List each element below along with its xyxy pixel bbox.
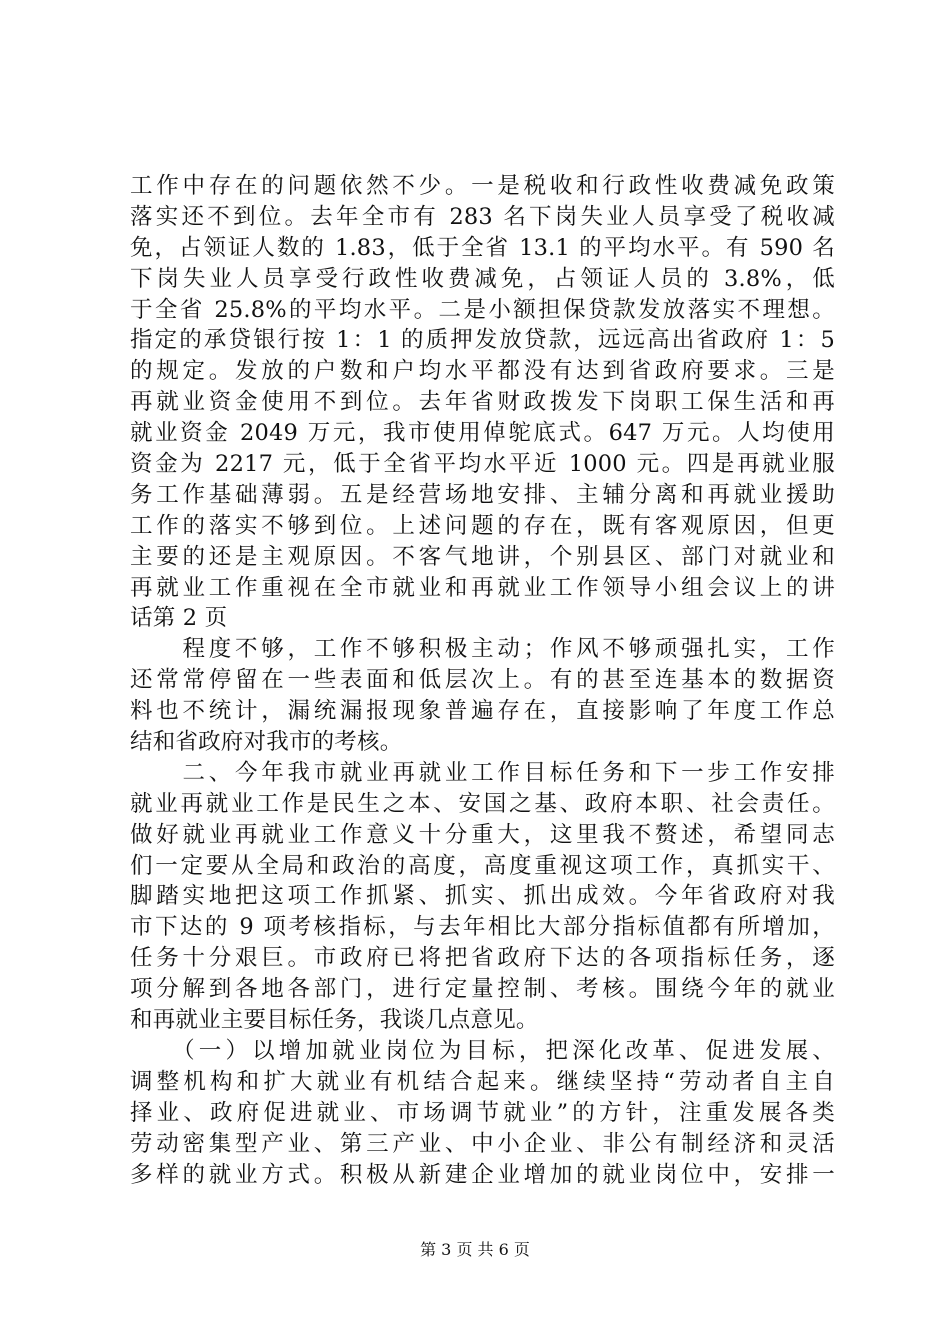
- text-line: 资金为 2217 元，低于全省平均水平近 1000 元。四是再就业服: [130, 451, 835, 478]
- text-line: 还常常停留在一些表面和低层次上。有的甚至连基本的数据资: [130, 667, 835, 694]
- text-line: 和再就业主要目标任务，我谈几点意见。: [130, 1007, 539, 1034]
- text-line: 项分解到各地各部门，进行定量控制、考核。围绕今年的就业: [130, 976, 835, 1003]
- text-line: 务工作基础薄弱。五是经营场地安排、主辅分离和再就业援助: [130, 481, 835, 508]
- text-line: 调整机构和扩大就业有机结合起来。继续坚持“劳动者自主自: [130, 1068, 835, 1095]
- text-line: 落实还不到位。去年全市有 283 名下岗失业人员享受了税收减: [130, 203, 835, 230]
- text-line: 脚踏实地把这项工作抓紧、抓实、抓出成效。今年省政府对我: [130, 883, 835, 910]
- text-line: 再就业工作重视在全市就业和再就业工作领导小组会议上的讲: [130, 574, 835, 601]
- text-line: 主要的还是主观原因。不客气地讲，个别县区、部门对就业和: [130, 543, 835, 570]
- text-line: 下岗失业人员享受行政性收费减免，占领证人员的 3.8%，低: [130, 265, 835, 292]
- text-line: 二、今年我市就业再就业工作目标任务和下一步工作安排: [130, 759, 835, 786]
- page-footer: 第 3 页 共 6 页: [420, 1240, 530, 1259]
- text-line: 择业、政府促进就业、市场调节就业”的方针，注重发展各类: [130, 1099, 835, 1126]
- text-line: 就业资金 2049 万元，我市使用倬鸵底式。647 万元。人均使用: [130, 420, 835, 447]
- text-line: 多样的就业方式。积极从新建企业增加的就业岗位中，安排一: [130, 1161, 835, 1188]
- text-line: 程度不够，工作不够积极主动；作风不够顽强扎实，工作: [130, 636, 835, 663]
- text-line: 任务十分艰巨。市政府已将把省政府下达的各项指标任务，逐: [130, 945, 835, 972]
- text-line: 们一定要从全局和政治的高度，高度重视这项工作，真抓实干、: [130, 852, 835, 879]
- body-text: [130, 171, 835, 1190]
- text-line: 的规定。发放的户数和户均水平都没有达到省政府要求。三是: [130, 358, 835, 385]
- text-line: 料也不统计，漏统漏报现象普遍存在，直接影响了年度工作总: [130, 698, 835, 725]
- text-line: 免，占领证人数的 1.83，低于全省 13.1 的平均水平。有 590 名: [130, 234, 835, 261]
- text-line: 话第 2 页: [130, 605, 228, 632]
- text-line: 工作的落实不够到位。上述问题的存在，既有客观原因，但更: [130, 512, 835, 539]
- text-line: 再就业资金使用不到位。去年省财政拨发下岗职工保生活和再: [130, 389, 835, 416]
- text-line: 劳动密集型产业、第三产业、中小企业、非公有制经济和灵活: [130, 1130, 835, 1157]
- text-line: 就业再就业工作是民生之本、安国之基、政府本职、社会责任。: [130, 790, 835, 817]
- text-line: 工作中存在的问题依然不少。一是税收和行政性收费减免政策: [130, 173, 835, 199]
- text-line: 于全省 25.8%的平均水平。二是小额担保贷款发放落实不理想。: [130, 296, 835, 323]
- text-line: 指定的承贷银行按 1：1 的质押发放贷款，远远高出省政府 1：5: [130, 327, 835, 354]
- text-line: （一）以增加就业岗位为目标，把深化改革、促进发展、: [130, 1037, 835, 1064]
- text-line: 结和省政府对我市的考核。: [130, 729, 403, 756]
- text-line: 做好就业再就业工作意义十分重大，这里我不赘述，希望同志: [130, 821, 835, 848]
- text-line: 市下达的 9 项考核指标，与去年相比大部分指标值都有所增加，: [130, 914, 835, 941]
